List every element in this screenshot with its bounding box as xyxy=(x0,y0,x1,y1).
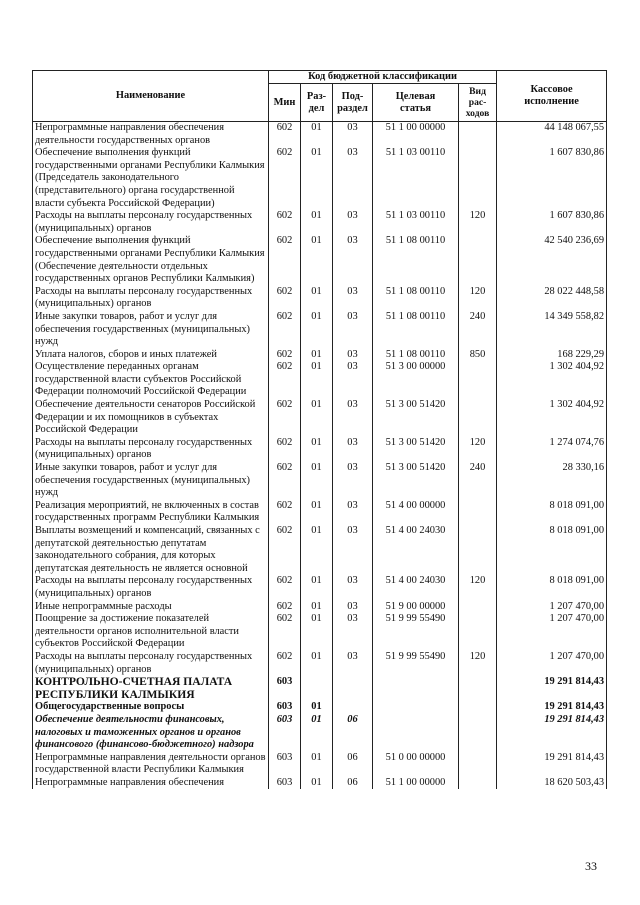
row-min: 603 xyxy=(269,777,301,790)
row-razdel: 01 xyxy=(301,714,333,752)
row-target: 51 3 00 51420 xyxy=(373,462,459,500)
table-row xyxy=(33,525,607,575)
row-target: 51 1 08 00110 xyxy=(373,235,459,285)
row-target: 51 3 00 00000 xyxy=(373,361,459,399)
row-podrazdel: 03 xyxy=(333,210,373,235)
row-min: 603 xyxy=(269,752,301,777)
row-podrazdel: 03 xyxy=(333,575,373,600)
row-cash: 19 291 814,43 xyxy=(497,676,607,701)
row-cash: 1 207 470,00 xyxy=(497,613,607,651)
row-min: 602 xyxy=(269,122,301,148)
row-vid xyxy=(459,777,497,790)
row-name: Расходы на выплаты персоналу государственных (муниципальных) органов xyxy=(33,210,269,235)
row-podrazdel: 03 xyxy=(333,651,373,676)
row-razdel: 01 xyxy=(301,525,333,575)
row-podrazdel: 06 xyxy=(333,777,373,790)
table-row xyxy=(33,777,607,790)
row-name: Расходы на выплаты персоналу государственных (муниципальных) органов xyxy=(33,437,269,462)
row-podrazdel: 06 xyxy=(333,714,373,752)
header-name: Наименование xyxy=(33,71,269,122)
row-target: 51 3 00 51420 xyxy=(373,437,459,462)
row-cash: 28 022 448,58 xyxy=(497,286,607,311)
row-cash: 18 620 503,43 xyxy=(497,777,607,790)
row-vid xyxy=(459,676,497,701)
row-razdel: 01 xyxy=(301,147,333,210)
header-cash: Кассовое исполнение xyxy=(497,71,607,122)
row-name: Уплата налогов, сборов и иных платежей xyxy=(33,349,269,362)
table-row xyxy=(33,500,607,525)
header-target: Целевая статья xyxy=(373,84,459,122)
row-vid xyxy=(459,147,497,210)
row-podrazdel: 03 xyxy=(333,147,373,210)
row-min: 602 xyxy=(269,575,301,600)
row-vid: 120 xyxy=(459,651,497,676)
row-min: 602 xyxy=(269,651,301,676)
table-row xyxy=(33,601,607,614)
row-name: Иные закупки товаров, работ и услуг для обеспечения государственных (муниципальных) нужд xyxy=(33,311,269,349)
row-name: Обеспечение деятельности сенаторов Российской Федерации и их помощников в субъектах Российской Федерации xyxy=(33,399,269,437)
row-podrazdel: 03 xyxy=(333,361,373,399)
row-min: 603 xyxy=(269,714,301,752)
row-cash: 1 274 074,76 xyxy=(497,437,607,462)
row-vid xyxy=(459,752,497,777)
header-code-group: Код бюджетной классификации xyxy=(269,71,497,84)
row-razdel: 01 xyxy=(301,601,333,614)
header-razdel: Раз- дел xyxy=(301,84,333,122)
row-name: Реализация мероприятий, не включенных в состав государственных программ Республики Калмыкия xyxy=(33,500,269,525)
row-target: 51 0 00 00000 xyxy=(373,752,459,777)
row-razdel: 01 xyxy=(301,613,333,651)
row-cash: 1 207 470,00 xyxy=(497,651,607,676)
row-vid: 240 xyxy=(459,462,497,500)
table-row xyxy=(33,147,607,210)
row-razdel: 01 xyxy=(301,777,333,790)
table-row xyxy=(33,676,607,701)
row-podrazdel: 03 xyxy=(333,122,373,148)
row-min: 603 xyxy=(269,676,301,701)
row-name: Обеспечение выполнения функций государственными органами Республики Калмыкия (Председатель законодательного (представительного) органа государственной власти субъекта Российской Федерации) xyxy=(33,147,269,210)
table-row xyxy=(33,701,607,714)
row-vid xyxy=(459,122,497,148)
row-podrazdel: 06 xyxy=(333,752,373,777)
row-target: 51 4 00 24030 xyxy=(373,575,459,600)
row-cash: 1 302 404,92 xyxy=(497,399,607,437)
row-vid: 120 xyxy=(459,286,497,311)
table-row xyxy=(33,311,607,349)
row-podrazdel: 03 xyxy=(333,349,373,362)
row-target: 51 1 08 00110 xyxy=(373,349,459,362)
row-target: 51 1 03 00110 xyxy=(373,210,459,235)
row-vid xyxy=(459,613,497,651)
row-min: 602 xyxy=(269,399,301,437)
row-cash: 8 018 091,00 xyxy=(497,575,607,600)
row-min: 602 xyxy=(269,147,301,210)
row-name: Обеспечение выполнения функций государственными органами Республики Калмыкия (Обеспечение деятельности отдельных государственных органов Республики Калмыкия) xyxy=(33,235,269,285)
row-vid xyxy=(459,399,497,437)
row-cash: 8 018 091,00 xyxy=(497,525,607,575)
row-podrazdel: 03 xyxy=(333,525,373,575)
table-row xyxy=(33,235,607,285)
row-target: 51 3 00 51420 xyxy=(373,399,459,437)
table-row xyxy=(33,714,607,752)
row-target: 51 9 99 55490 xyxy=(373,613,459,651)
row-target: 51 1 00 00000 xyxy=(373,777,459,790)
row-razdel: 01 xyxy=(301,122,333,148)
row-podrazdel: 03 xyxy=(333,601,373,614)
row-razdel: 01 xyxy=(301,437,333,462)
row-podrazdel: 03 xyxy=(333,500,373,525)
row-razdel: 01 xyxy=(301,500,333,525)
row-podrazdel xyxy=(333,701,373,714)
row-min: 602 xyxy=(269,210,301,235)
row-cash: 28 330,16 xyxy=(497,462,607,500)
table-row xyxy=(33,575,607,600)
row-vid: 120 xyxy=(459,437,497,462)
table-row xyxy=(33,462,607,500)
row-target: 51 9 99 55490 xyxy=(373,651,459,676)
row-vid xyxy=(459,601,497,614)
row-cash: 8 018 091,00 xyxy=(497,500,607,525)
table-row xyxy=(33,752,607,777)
row-target xyxy=(373,676,459,701)
table-row xyxy=(33,286,607,311)
row-target: 51 1 08 00110 xyxy=(373,286,459,311)
row-cash: 19 291 814,43 xyxy=(497,752,607,777)
row-razdel: 01 xyxy=(301,210,333,235)
row-cash: 14 349 558,82 xyxy=(497,311,607,349)
row-min: 602 xyxy=(269,311,301,349)
row-razdel: 01 xyxy=(301,349,333,362)
row-target: 51 4 00 24030 xyxy=(373,525,459,575)
row-vid xyxy=(459,525,497,575)
row-vid xyxy=(459,714,497,752)
table-header xyxy=(33,71,607,122)
table-row xyxy=(33,399,607,437)
row-razdel: 01 xyxy=(301,399,333,437)
table-row xyxy=(33,210,607,235)
row-cash: 1 207 470,00 xyxy=(497,601,607,614)
header-vid: Вид рас- ходов xyxy=(459,84,497,122)
row-razdel: 01 xyxy=(301,701,333,714)
row-cash: 44 148 067,55 xyxy=(497,122,607,148)
row-vid xyxy=(459,500,497,525)
row-podrazdel: 03 xyxy=(333,437,373,462)
row-name: Расходы на выплаты персоналу государственных (муниципальных) органов xyxy=(33,651,269,676)
row-name: Расходы на выплаты персоналу государственных (муниципальных) органов xyxy=(33,575,269,600)
row-podrazdel xyxy=(333,676,373,701)
row-podrazdel: 03 xyxy=(333,399,373,437)
row-vid: 120 xyxy=(459,575,497,600)
row-target xyxy=(373,714,459,752)
row-podrazdel: 03 xyxy=(333,235,373,285)
row-podrazdel: 03 xyxy=(333,613,373,651)
row-min: 602 xyxy=(269,349,301,362)
row-name: КОНТРОЛЬНО-СЧЕТНАЯ ПАЛАТА РЕСПУБЛИКИ КАЛМЫКИЯ xyxy=(33,676,269,701)
row-target: 51 4 00 00000 xyxy=(373,500,459,525)
row-vid: 850 xyxy=(459,349,497,362)
row-name: Расходы на выплаты персоналу государственных (муниципальных) органов xyxy=(33,286,269,311)
row-target: 51 9 00 00000 xyxy=(373,601,459,614)
row-min: 603 xyxy=(269,701,301,714)
table-row xyxy=(33,651,607,676)
row-name: Осуществление переданных органам государственной власти субъектов Российской Федерации полномочий Российской Федерации xyxy=(33,361,269,399)
table-body xyxy=(33,122,607,790)
header-min: Мин xyxy=(269,84,301,122)
row-target xyxy=(373,701,459,714)
row-razdel: 01 xyxy=(301,462,333,500)
table-row xyxy=(33,349,607,362)
table-row xyxy=(33,613,607,651)
page-number: 33 xyxy=(585,859,597,873)
row-cash: 168 229,29 xyxy=(497,349,607,362)
row-razdel: 01 xyxy=(301,286,333,311)
row-podrazdel: 03 xyxy=(333,462,373,500)
row-podrazdel: 03 xyxy=(333,311,373,349)
row-min: 602 xyxy=(269,500,301,525)
table-row xyxy=(33,122,607,148)
row-min: 602 xyxy=(269,613,301,651)
row-min: 602 xyxy=(269,235,301,285)
row-name: Поощрение за достижение показателей деятельности органов исполнительной власти субъектов Российской Федерации xyxy=(33,613,269,651)
row-target: 51 1 08 00110 xyxy=(373,311,459,349)
row-razdel: 01 xyxy=(301,235,333,285)
row-razdel: 01 xyxy=(301,361,333,399)
row-cash: 1 607 830,86 xyxy=(497,210,607,235)
row-cash: 1 302 404,92 xyxy=(497,361,607,399)
row-target: 51 1 00 00000 xyxy=(373,122,459,148)
row-name: Обеспечение деятельности финансовых, налоговых и таможенных органов и органов финансового (финансово-бюджетного) надзора xyxy=(33,714,269,752)
table-row xyxy=(33,361,607,399)
table-row xyxy=(33,437,607,462)
row-name: Выплаты возмещений и компенсаций, связанных с депутатской деятельностью депутатам законодательного собрания, для которых депутатская деятельность не является основной xyxy=(33,525,269,575)
row-name: Общегосударственные вопросы xyxy=(33,701,269,714)
row-min: 602 xyxy=(269,286,301,311)
row-name: Непрограммные направления обеспечения xyxy=(33,777,269,790)
row-name: Непрограммные направления обеспечения деятельности государственных органов xyxy=(33,122,269,148)
row-razdel: 01 xyxy=(301,651,333,676)
row-vid xyxy=(459,361,497,399)
row-cash: 42 540 236,69 xyxy=(497,235,607,285)
row-name: Иные непрограммные расходы xyxy=(33,601,269,614)
row-podrazdel: 03 xyxy=(333,286,373,311)
row-vid xyxy=(459,701,497,714)
row-min: 602 xyxy=(269,437,301,462)
row-cash: 19 291 814,43 xyxy=(497,714,607,752)
row-min: 602 xyxy=(269,361,301,399)
row-cash: 1 607 830,86 xyxy=(497,147,607,210)
row-name: Иные закупки товаров, работ и услуг для обеспечения государственных (муниципальных) нужд xyxy=(33,462,269,500)
row-razdel: 01 xyxy=(301,752,333,777)
row-razdel: 01 xyxy=(301,311,333,349)
row-min: 602 xyxy=(269,525,301,575)
row-target: 51 1 03 00110 xyxy=(373,147,459,210)
header-podrazdel: Под- раздел xyxy=(333,84,373,122)
row-vid: 240 xyxy=(459,311,497,349)
row-min: 602 xyxy=(269,462,301,500)
row-razdel xyxy=(301,676,333,701)
row-cash: 19 291 814,43 xyxy=(497,701,607,714)
row-razdel: 01 xyxy=(301,575,333,600)
row-name: Непрограммные направления деятельности органов государственной власти Республики Калмыкия xyxy=(33,752,269,777)
row-vid xyxy=(459,235,497,285)
row-min: 602 xyxy=(269,601,301,614)
budget-table xyxy=(32,70,607,789)
row-vid: 120 xyxy=(459,210,497,235)
